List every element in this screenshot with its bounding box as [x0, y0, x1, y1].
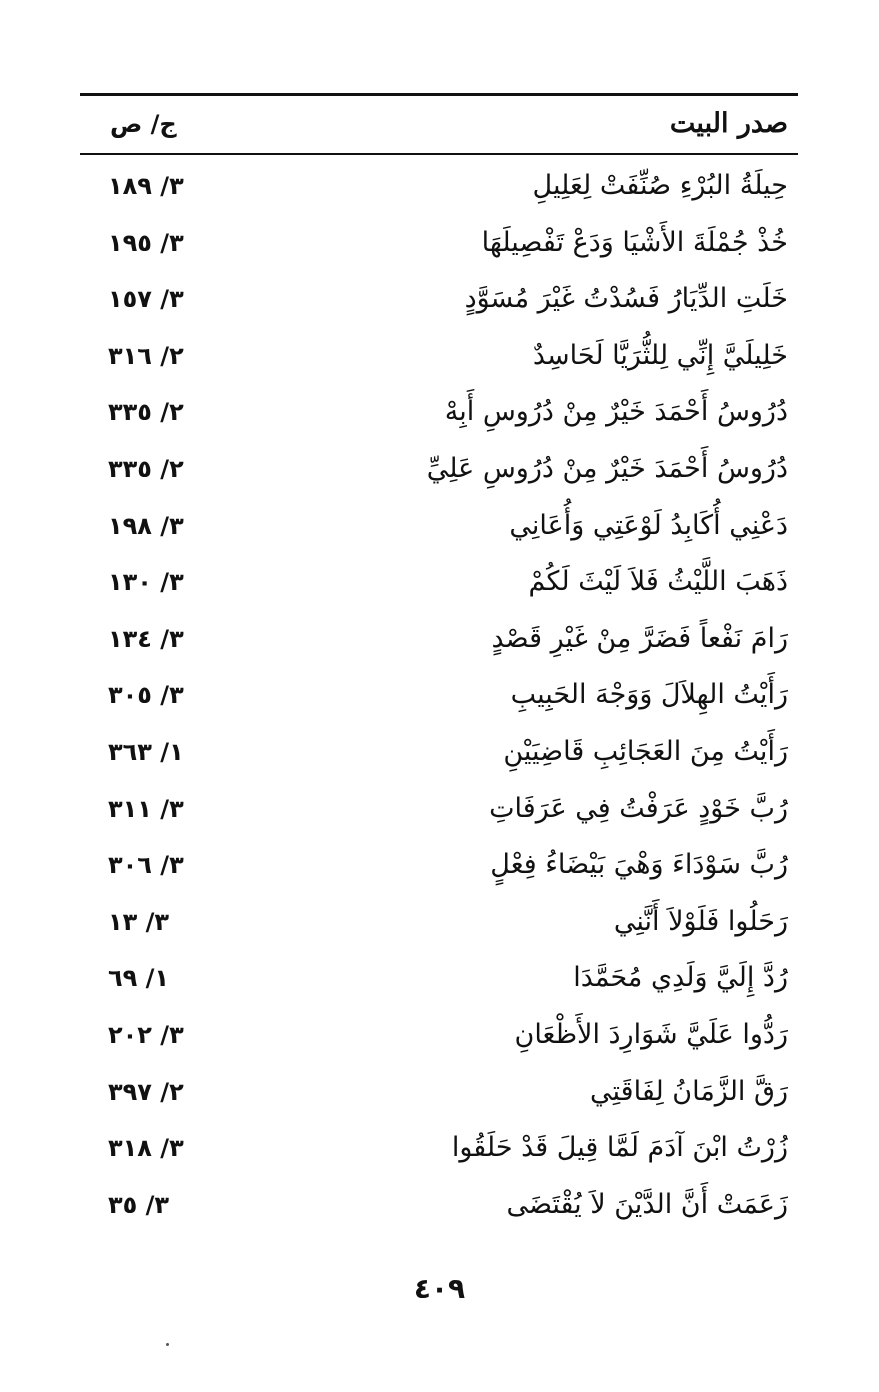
table-row — [80, 724, 798, 781]
table-row — [80, 1177, 798, 1234]
volume-page-ref: ٣/ ٣٠٥ — [108, 681, 184, 710]
verse-text: رَقَّ الزَّمَانُ لِفَاقَتِي — [590, 1075, 788, 1107]
table-row — [80, 384, 798, 441]
verse-text: رَدُّوا عَلَيَّ شَوَارِدَ الأَظْعَانِ — [514, 1018, 788, 1050]
volume-page-ref: ٣/ ٣١١ — [108, 794, 184, 823]
volume-page-ref: ٣/ ١٩٨ — [108, 511, 184, 540]
volume-page-ref: ١/ ٦٩ — [108, 964, 170, 993]
table-row — [80, 894, 798, 951]
table-row — [80, 611, 798, 668]
table-row — [80, 667, 798, 724]
volume-page-ref: ٣/ ١٥٧ — [108, 285, 184, 314]
table-row — [80, 1064, 798, 1121]
table-row — [80, 328, 798, 385]
volume-page-ref: ٣/ ٣٠٦ — [108, 851, 184, 880]
volume-page-ref: ٣/ ٣١٨ — [108, 1134, 184, 1163]
volume-page-ref: ٢/ ٣٣٥ — [108, 398, 184, 427]
verse-text: حِيلَةُ البُرْءِ صُنِّفَتْ لِعَلِيلِ — [532, 170, 788, 201]
verse-text: دُرُوسُ أَحْمَدَ خَيْرٌ مِنْ دُرُوسِ عَلِيِّ — [426, 452, 788, 484]
table-header — [80, 96, 798, 153]
verse-text: رَأَيْتُ مِنَ العَجَائِبِ قَاضِيَيْنِ — [503, 735, 788, 767]
page-number: ٤٠٩ — [413, 1272, 466, 1305]
volume-page-ref: ٣/ ١٣٤ — [108, 624, 184, 653]
verse-text: خُذْ جُمْلَةَ الأَشْيَا وَدَعْ تَفْصِيلَهَا — [481, 226, 788, 258]
verse-text: رَحَلُوا فَلَوْلاَ أَنَّنِي — [613, 905, 788, 937]
verse-text: رُبَّ سَوْدَاءَ وَهْيَ بَيْضَاءُ فِعْلٍ — [490, 849, 788, 881]
reference-column-header: ج/ ص — [110, 110, 177, 138]
volume-page-ref: ٣/ ١٩٥ — [108, 228, 184, 257]
verse-text: خَلِيلَيَّ إِنِّي لِلثُّرَيَّا لَحَاسِدٌ — [532, 339, 788, 371]
table-row — [80, 1120, 798, 1177]
verse-index-table — [80, 158, 798, 1234]
verse-text: دَعْنِي أُكَابِدُ لَوْعَتِي وَأُعَانِي — [509, 509, 788, 541]
verse-text: دُرُوسُ أَحْمَدَ خَيْرٌ مِنْ دُرُوسِ أَبِهْ — [444, 396, 788, 428]
verse-text: زُرْتُ ابْنَ آدَمَ لَمَّا قِيلَ قَدْ حَلَقُوا — [451, 1132, 788, 1164]
verse-text: رُبَّ خَوْدٍ عَرَفْتُ فِي عَرَفَاتِ — [489, 792, 788, 824]
verse-text: ذَهَبَ اللَّيْثُ فَلاَ لَيْثَ لَكُمْ — [528, 566, 788, 598]
table-row — [80, 271, 798, 328]
volume-page-ref: ٢/ ٣٣٥ — [108, 454, 184, 483]
table-row — [80, 837, 798, 894]
table-row — [80, 441, 798, 498]
verse-column-header: صدر البيت — [669, 108, 788, 139]
header-rule — [80, 153, 798, 155]
verse-text: رَامَ نَفْعاً فَضَرَّ مِنْ غَيْرِ قَصْدٍ — [491, 622, 788, 654]
volume-page-ref: ٣/ ٣٥ — [108, 1190, 170, 1219]
verse-text: زَعَمَتْ أَنَّ الدَّيْنَ لاَ يُقْتَضَى — [506, 1188, 788, 1220]
volume-page-ref: ٢/ ٣٩٧ — [108, 1077, 184, 1106]
table-row — [80, 1007, 798, 1064]
table-row — [80, 158, 798, 215]
volume-page-ref: ١/ ٣٦٣ — [108, 737, 184, 766]
volume-page-ref: ٢/ ٣١٦ — [108, 341, 184, 370]
table-row — [80, 950, 798, 1007]
volume-page-ref: ٣/ ١٨٩ — [108, 172, 184, 200]
print-speck — [166, 1343, 169, 1346]
table-row — [80, 781, 798, 838]
verse-text: رُدَّ إِلَيَّ وَلَدِي مُحَمَّدَا — [573, 962, 788, 994]
table-row — [80, 498, 798, 555]
volume-page-ref: ٣/ ٢٠٢ — [108, 1020, 184, 1049]
volume-page-ref: ٣/ ١٣٠ — [108, 568, 184, 597]
table-row — [80, 554, 798, 611]
verse-text: رَأَيْتُ الهِلاَلَ وَوَجْهَ الحَبِيبِ — [510, 679, 788, 711]
volume-page-ref: ٣/ ١٣ — [108, 907, 170, 936]
table-row — [80, 215, 798, 272]
verse-text: خَلَتِ الدِّيَارُ فَسُدْتُ غَيْرَ مُسَوَّدٍ — [464, 283, 788, 315]
